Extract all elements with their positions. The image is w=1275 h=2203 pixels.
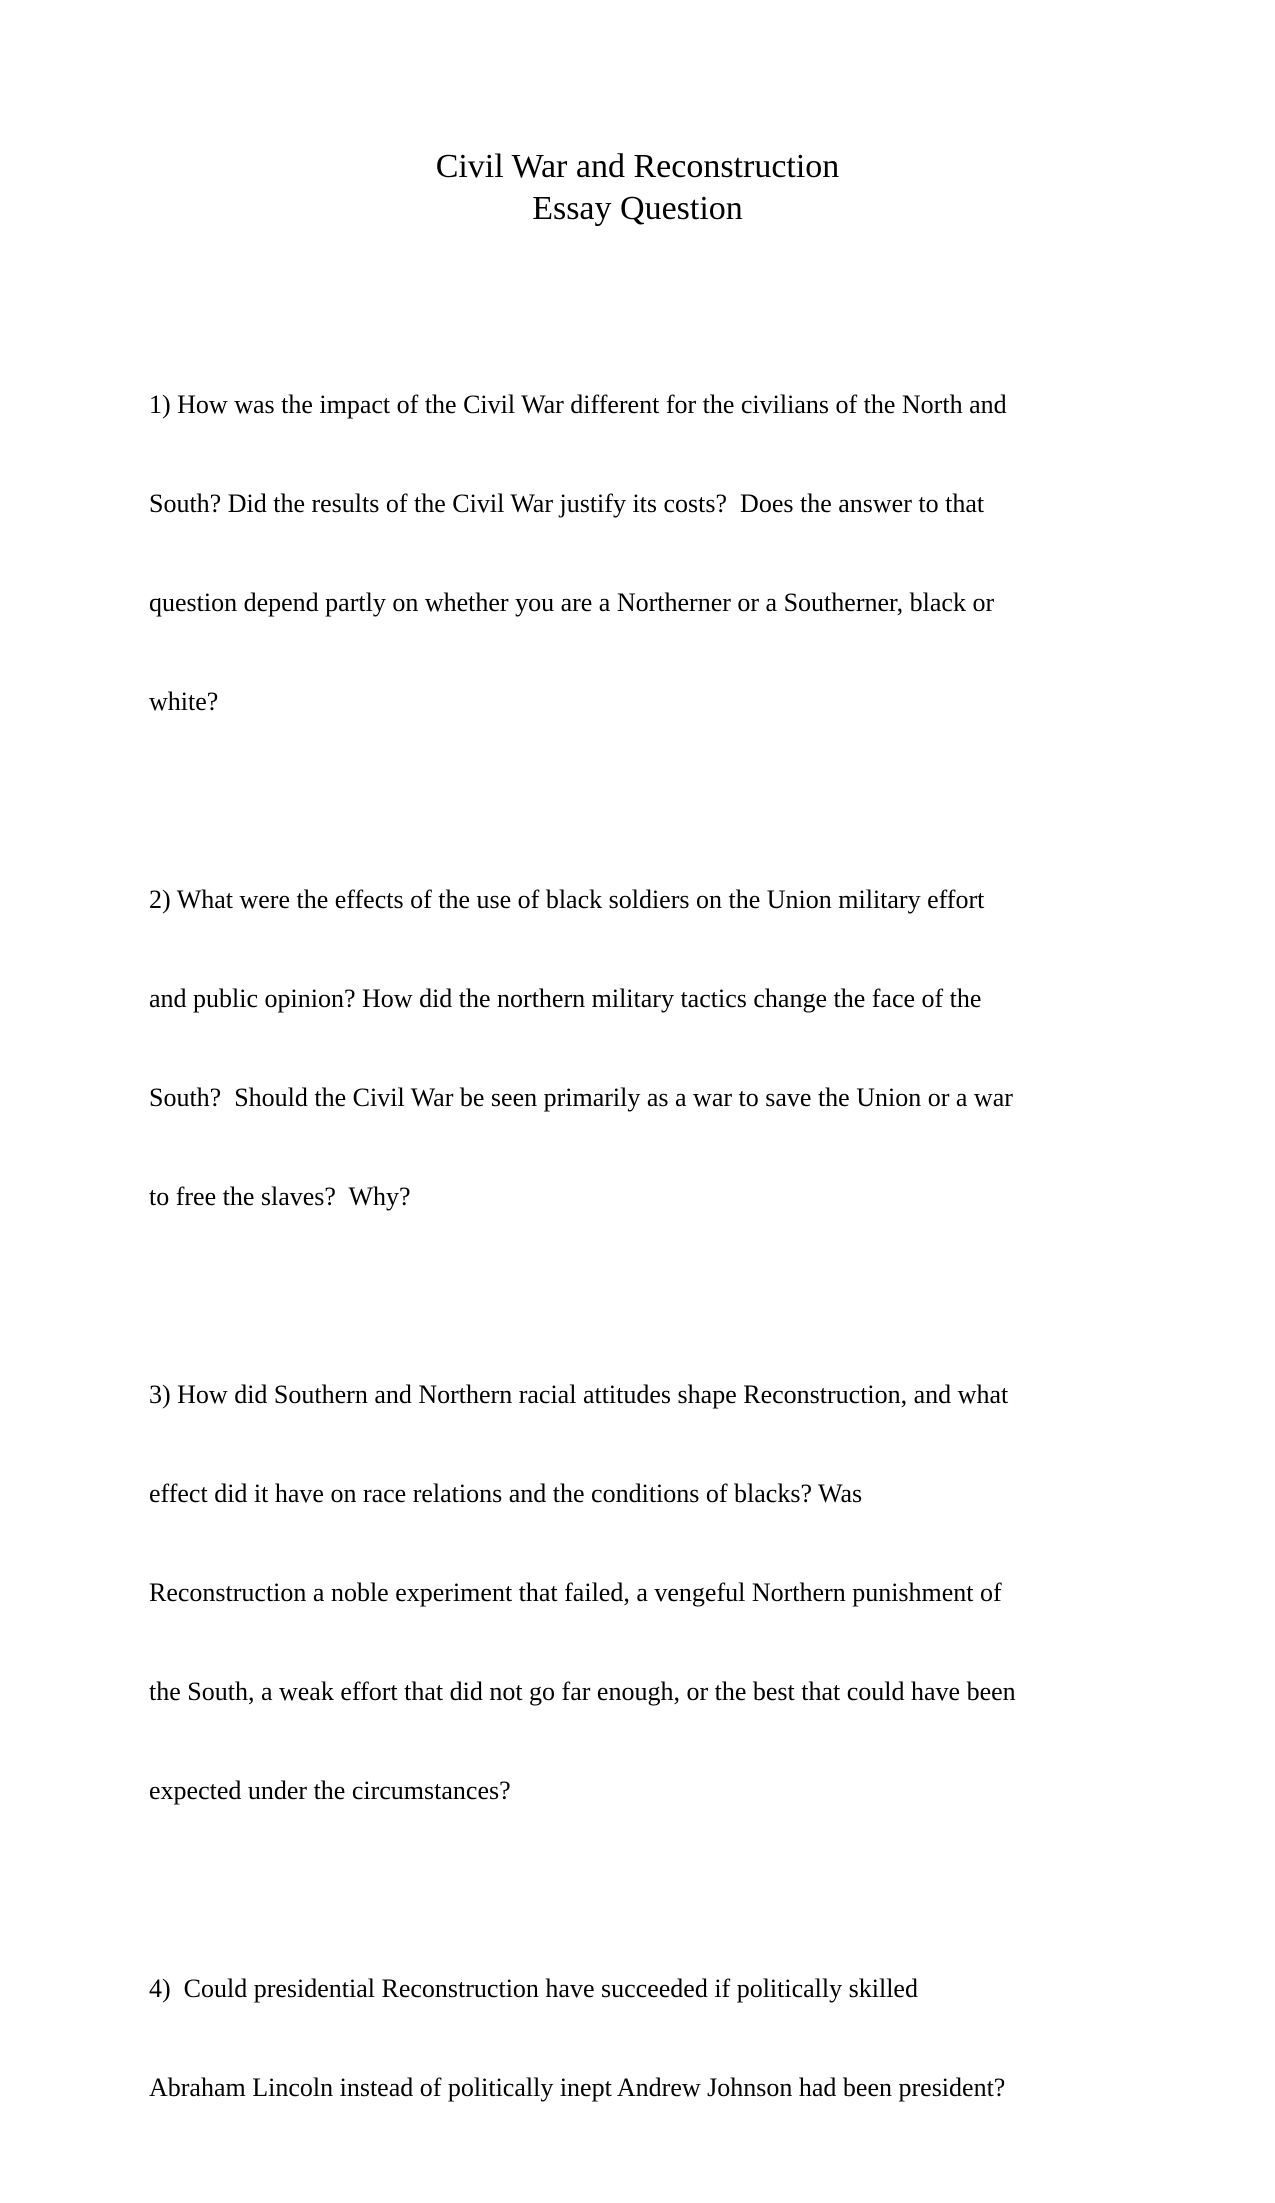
question-line: Abraham Lincoln instead of politically inept Andrew Johnson had been president? <box>149 2073 1006 2102</box>
question-line: expected under the circumstances? <box>149 1776 511 1805</box>
question-3 <box>149 1312 1149 1873</box>
question-line: and public opinion? How did the northern military tactics change the face of the <box>149 984 982 1013</box>
question-line: effect did it have on race relations and the conditions of blacks? Was <box>149 1479 863 1508</box>
question-line: 3) How did Southern and Northern racial attitudes shape Reconstruction, and what <box>149 1380 1009 1409</box>
question-4 <box>149 1906 1149 2170</box>
question-line: 2) What were the effects of the use of black soldiers on the Union military effort <box>149 885 985 914</box>
question-2 <box>149 817 1149 1279</box>
question-line: Reconstruction a noble experiment that failed, a vengeful Northern punishment of <box>149 1578 1002 1607</box>
document-title: Civil War and Reconstruction <box>435 148 840 185</box>
question-line: 1) How was the impact of the Civil War different for the civilians of the North and <box>149 390 1007 419</box>
question-line: question depend partly on whether you are a Northerner or a Southerner, black or <box>149 588 995 617</box>
question-1 <box>149 322 1149 784</box>
title-block <box>0 146 1275 230</box>
question-line: 4) Could presidential Reconstruction have succeeded if politically skilled <box>149 1974 918 2003</box>
question-line: South? Did the results of the Civil War justify its costs? Does the answer to that <box>149 489 985 518</box>
document-subtitle: Essay Question <box>532 190 743 227</box>
question-line: to free the slaves? Why? <box>149 1182 411 1211</box>
questions-list <box>149 322 1149 2203</box>
question-line: the South, a weak effort that did not go far enough, or the best that could have been <box>149 1677 1016 1706</box>
question-line: white? <box>149 687 219 716</box>
question-line: South? Should the Civil War be seen primarily as a war to save the Union or a war <box>149 1083 1013 1112</box>
